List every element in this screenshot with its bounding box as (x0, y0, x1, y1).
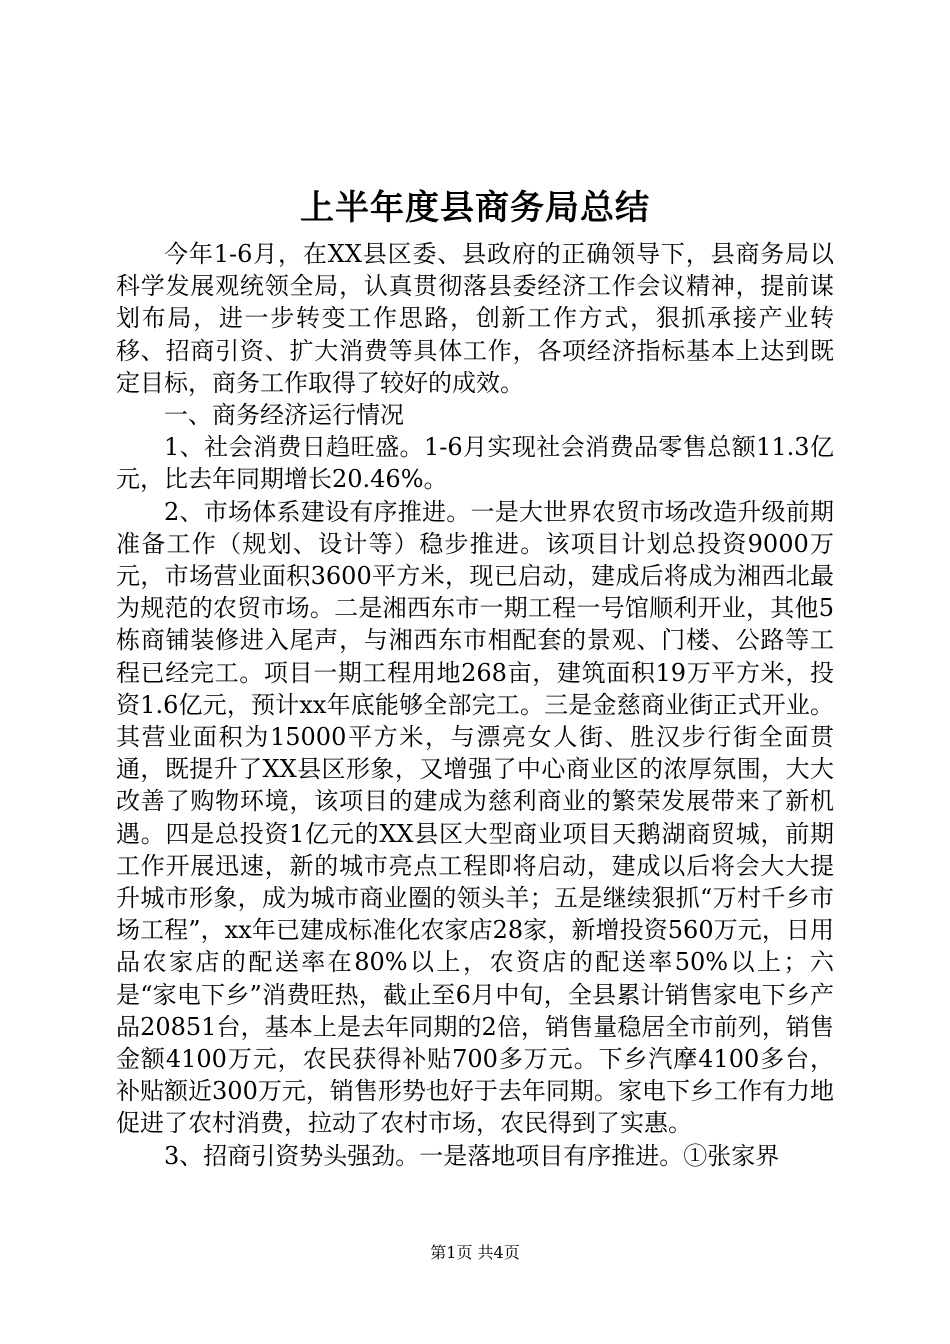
paragraph-item-1: 1、社会消费日趋旺盛。1-6月实现社会消费品零售总额11.3亿元，比去年同期增长20.46%。 (116, 433, 834, 494)
document-title: 上半年度县商务局总结 (300, 188, 650, 228)
document-body (116, 238, 834, 1172)
paragraph-item-3: 3、招商引资势头强劲。一是落地项目有序推进。①张家界 (164, 1141, 780, 1170)
paragraph-item-2: 2、市场体系建设有序推进。一是大世界农贸市场改造升级前期准备工作（规划、设计等）稳步推进。该项目计划总投资9000万元，市场营业面积3600平方米，现已启动，建成后将成为湘西北最为规范的农贸市场。二是湘西东市一期工程一号馆顺利开业，其他5栋商铺装修进入尾声，与湘西东市相配套的景观、门楼、公路等工程已经完工。项目一期工程用地268亩，建筑面积19万平方米，投资1.6亿元，预计xx年底能够全部完工。三是金慈商业街正式开业。其营业面积为15000平方米，与漂亮女人街、胜汉步行街全面贯通，既提升了XX县区形象，又增强了中心商业区的浓厚氛围，大大改善了购物环境，该项目的建成为慈利商业的繁荣发展带来了新机遇。四是总投资1亿元的XX县区大型商业项目天鹅湖商贸城，前期工作开展迅速，新的城市亮点工程即将启动，建成以后将会大大提升城市形象，成为城市商业圈的领头羊；五是继续狠抓“万村千乡市场工程”，xx年已建成标准化农家店28家，新增投资560万元，日用品农家店的配送率在80%以上，农资店的配送率50%以上；六是“家电下乡”消费旺热，截止至6月中旬，全县累计销售家电下乡产品20851台，基本上是去年同期的2倍，销售量稳居全市前列，销售金额4100万元，农民获得补贴700多万元。下乡汽摩4100多台，补贴额近300万元，销售形势也好于去年同期。家电下乡工作有力地促进了农村消费，拉动了农村市场，农民得到了实惠。 (116, 497, 834, 1138)
paragraph-intro: 今年1-6月，在XX县区委、县政府的正确领导下，县商务局以科学发展观统领全局，认真贯彻落县委经济工作会议精神，提前谋划布局，进一步转变工作思路，创新工作方式，狠抓承接产业转移、招商引资、扩大消费等具体工作，各项经济指标基本上达到既定目标，商务工作取得了较好的成效。 (116, 240, 834, 397)
page-footer: 第1页 共4页 (430, 1243, 520, 1262)
section-heading: 一、商务经济运行情况 (164, 401, 404, 430)
